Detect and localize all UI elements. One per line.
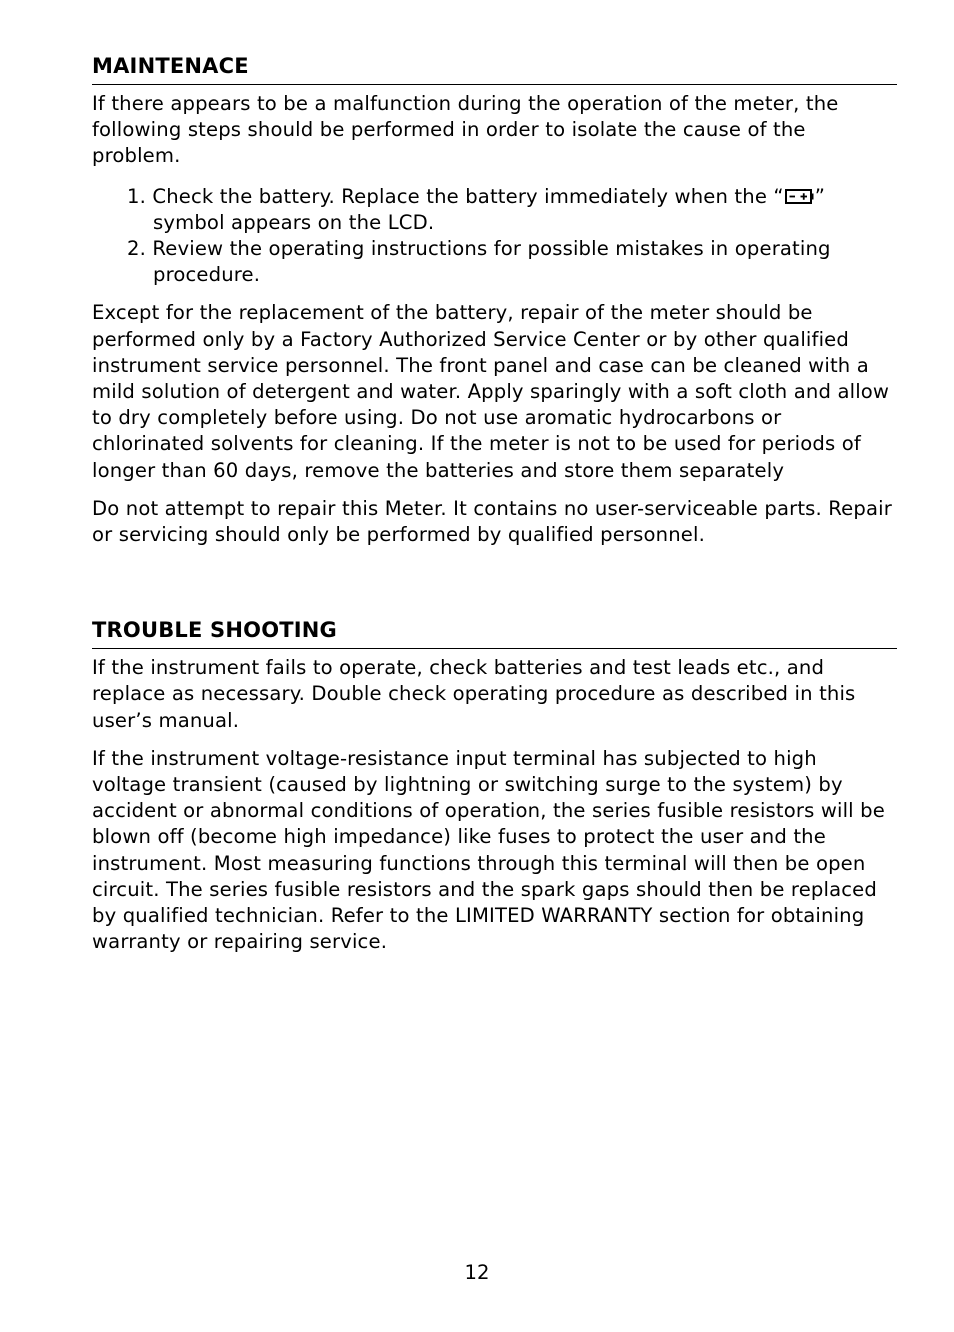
step-text-before: Check the battery. Replace the battery immediately when the “: [152, 184, 784, 208]
troubleshooting-section: [92, 614, 897, 955]
step-number: 2.: [127, 237, 146, 261]
maintenance-repair-paragraph: Except for the replacement of the battery, repair of the meter should be performed only by a Factory Authorized Service Center or by other qualified instrument service personnel. The front panel and case can be cleaned with a mild solution of detergent and water. Apply sparingly with a soft cloth and allow to dry completely before using. Do not use aromatic hydrocarbons or chlorinated solvents for cleaning. If the meter is not to be used for periods of longer than 60 days, remove the batteries and store them separately: [92, 301, 890, 482]
troubleshooting-paragraph-1: If the instrument fails to operate, check batteries and test leads etc., and replace as necessary. Double check operating procedure as described in this user’s manual.: [92, 656, 856, 732]
battery-icon: [785, 187, 814, 205]
maintenance-warning-paragraph: Do not attempt to repair this Meter. It contains no user-serviceable parts. Repair or servicing should only be performed by qualified personnel.: [92, 496, 892, 547]
document-page: [92, 50, 897, 955]
page-number: 12: [464, 1261, 490, 1284]
step-text-after: ” symbol appears on the LCD.: [153, 184, 826, 234]
maintenance-section: [92, 50, 897, 548]
step-number: 1.: [127, 184, 146, 208]
maintenance-intro: If there appears to be a malfunction during the operation of the meter, the following steps should be performed in order to isolate the cause of the problem.: [92, 92, 839, 168]
maintenance-steps-list: [92, 184, 897, 289]
troubleshooting-paragraph-2: If the instrument voltage-resistance input terminal has subjected to high voltage transient (caused by lightning or switching surge to the system) by accident or abnormal conditions of operation, the series fusible resistors will be blown off (become high impedance) like fuses to protect the user and the instrument. Most measuring functions through this terminal will then be open circuit. The series fusible resistors and the spark gaps should then be replaced by qualified technician. Refer to the LIMITED WARRANTY section for obtaining warranty or repairing service.: [92, 746, 885, 954]
section-spacer: [92, 548, 897, 614]
list-item: [92, 236, 897, 288]
list-item: [92, 184, 897, 236]
maintenance-heading: MAINTENACE: [92, 50, 897, 85]
troubleshooting-heading: TROUBLE SHOOTING: [92, 614, 897, 649]
step-text: Review the operating instructions for possible mistakes in operating procedure.: [152, 237, 831, 287]
